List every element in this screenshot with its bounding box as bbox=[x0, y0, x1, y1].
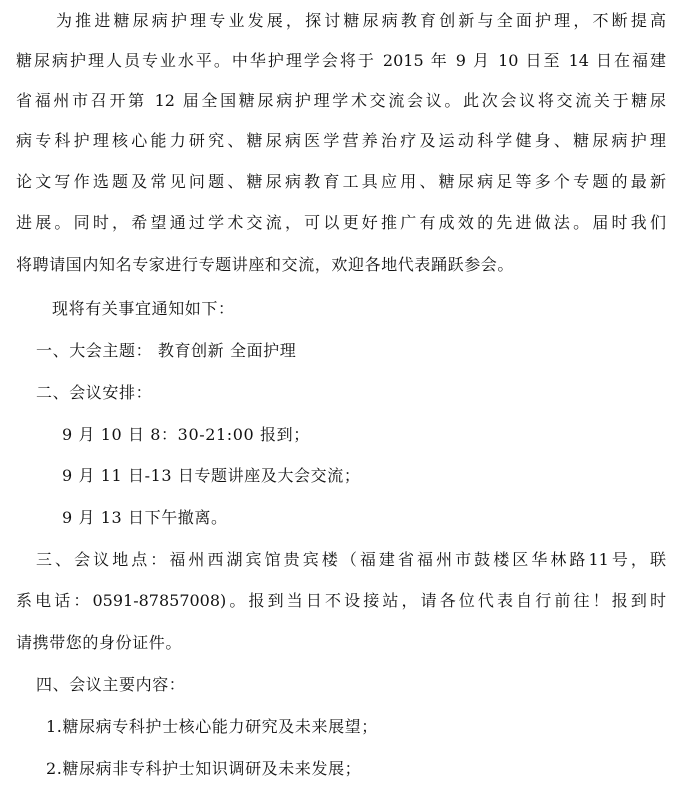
notice-line: 现将有关事宜通知如下： bbox=[52, 299, 235, 318]
intro-line-6: 进展。同时，希望通过学术交流，可以更好推广有成效的先进做法。届时我们 bbox=[16, 213, 666, 232]
intro-line-4: 病专科护理核心能力研究、糖尿病医学营养治疗及运动科学健身、糖尿病护理 bbox=[16, 131, 666, 150]
intro-line-2: 糖尿病护理人员专业水平。中华护理学会将于 2015 年 9 月 10 日至 14 日在福建 bbox=[16, 51, 666, 70]
schedule-item-1: 9 月 10 日 8：30-21:00 报到； bbox=[62, 425, 310, 444]
content-item-2: 2.糖尿病非专科护士知识调研及未来发展； bbox=[46, 759, 362, 778]
section-theme: 一、大会主题： 教育创新 全面护理 bbox=[36, 341, 297, 360]
intro-line-1: 为推进糖尿病护理专业发展，探讨糖尿病教育创新与全面护理，不断提高 bbox=[56, 11, 666, 30]
intro-line-3: 省福州市召开第 12 届全国糖尿病护理学术交流会议。此次会议将交流关于糖尿 bbox=[16, 91, 666, 110]
schedule-item-3: 9 月 13 日下午撤离。 bbox=[62, 508, 228, 527]
venue-line-3: 请携带您的身份证件。 bbox=[16, 633, 183, 652]
schedule-item-2: 9 月 11 日-13 日专题讲座及大会交流； bbox=[62, 466, 361, 485]
section-content-heading: 四、会议主要内容： bbox=[36, 675, 186, 694]
intro-line-5: 论文写作选题及常见问题、糖尿病教育工具应用、糖尿病足等多个专题的最新 bbox=[16, 172, 666, 191]
section-schedule-heading: 二、会议安排： bbox=[36, 383, 153, 402]
intro-line-7: 将聘请国内知名专家进行专题讲座和交流，欢迎各地代表踊跃参会。 bbox=[16, 255, 515, 274]
content-item-1: 1.糖尿病专科护士核心能力研究及未来展望； bbox=[46, 717, 378, 736]
venue-line-1: 三、会议地点：福州西湖宾馆贵宾楼（福建省福州市鼓楼区华林路11号，联 bbox=[36, 550, 666, 569]
venue-line-2: 系电话：0591-87857008)。报到当日不设接站，请各位代表自行前往！报到时 bbox=[16, 591, 666, 610]
